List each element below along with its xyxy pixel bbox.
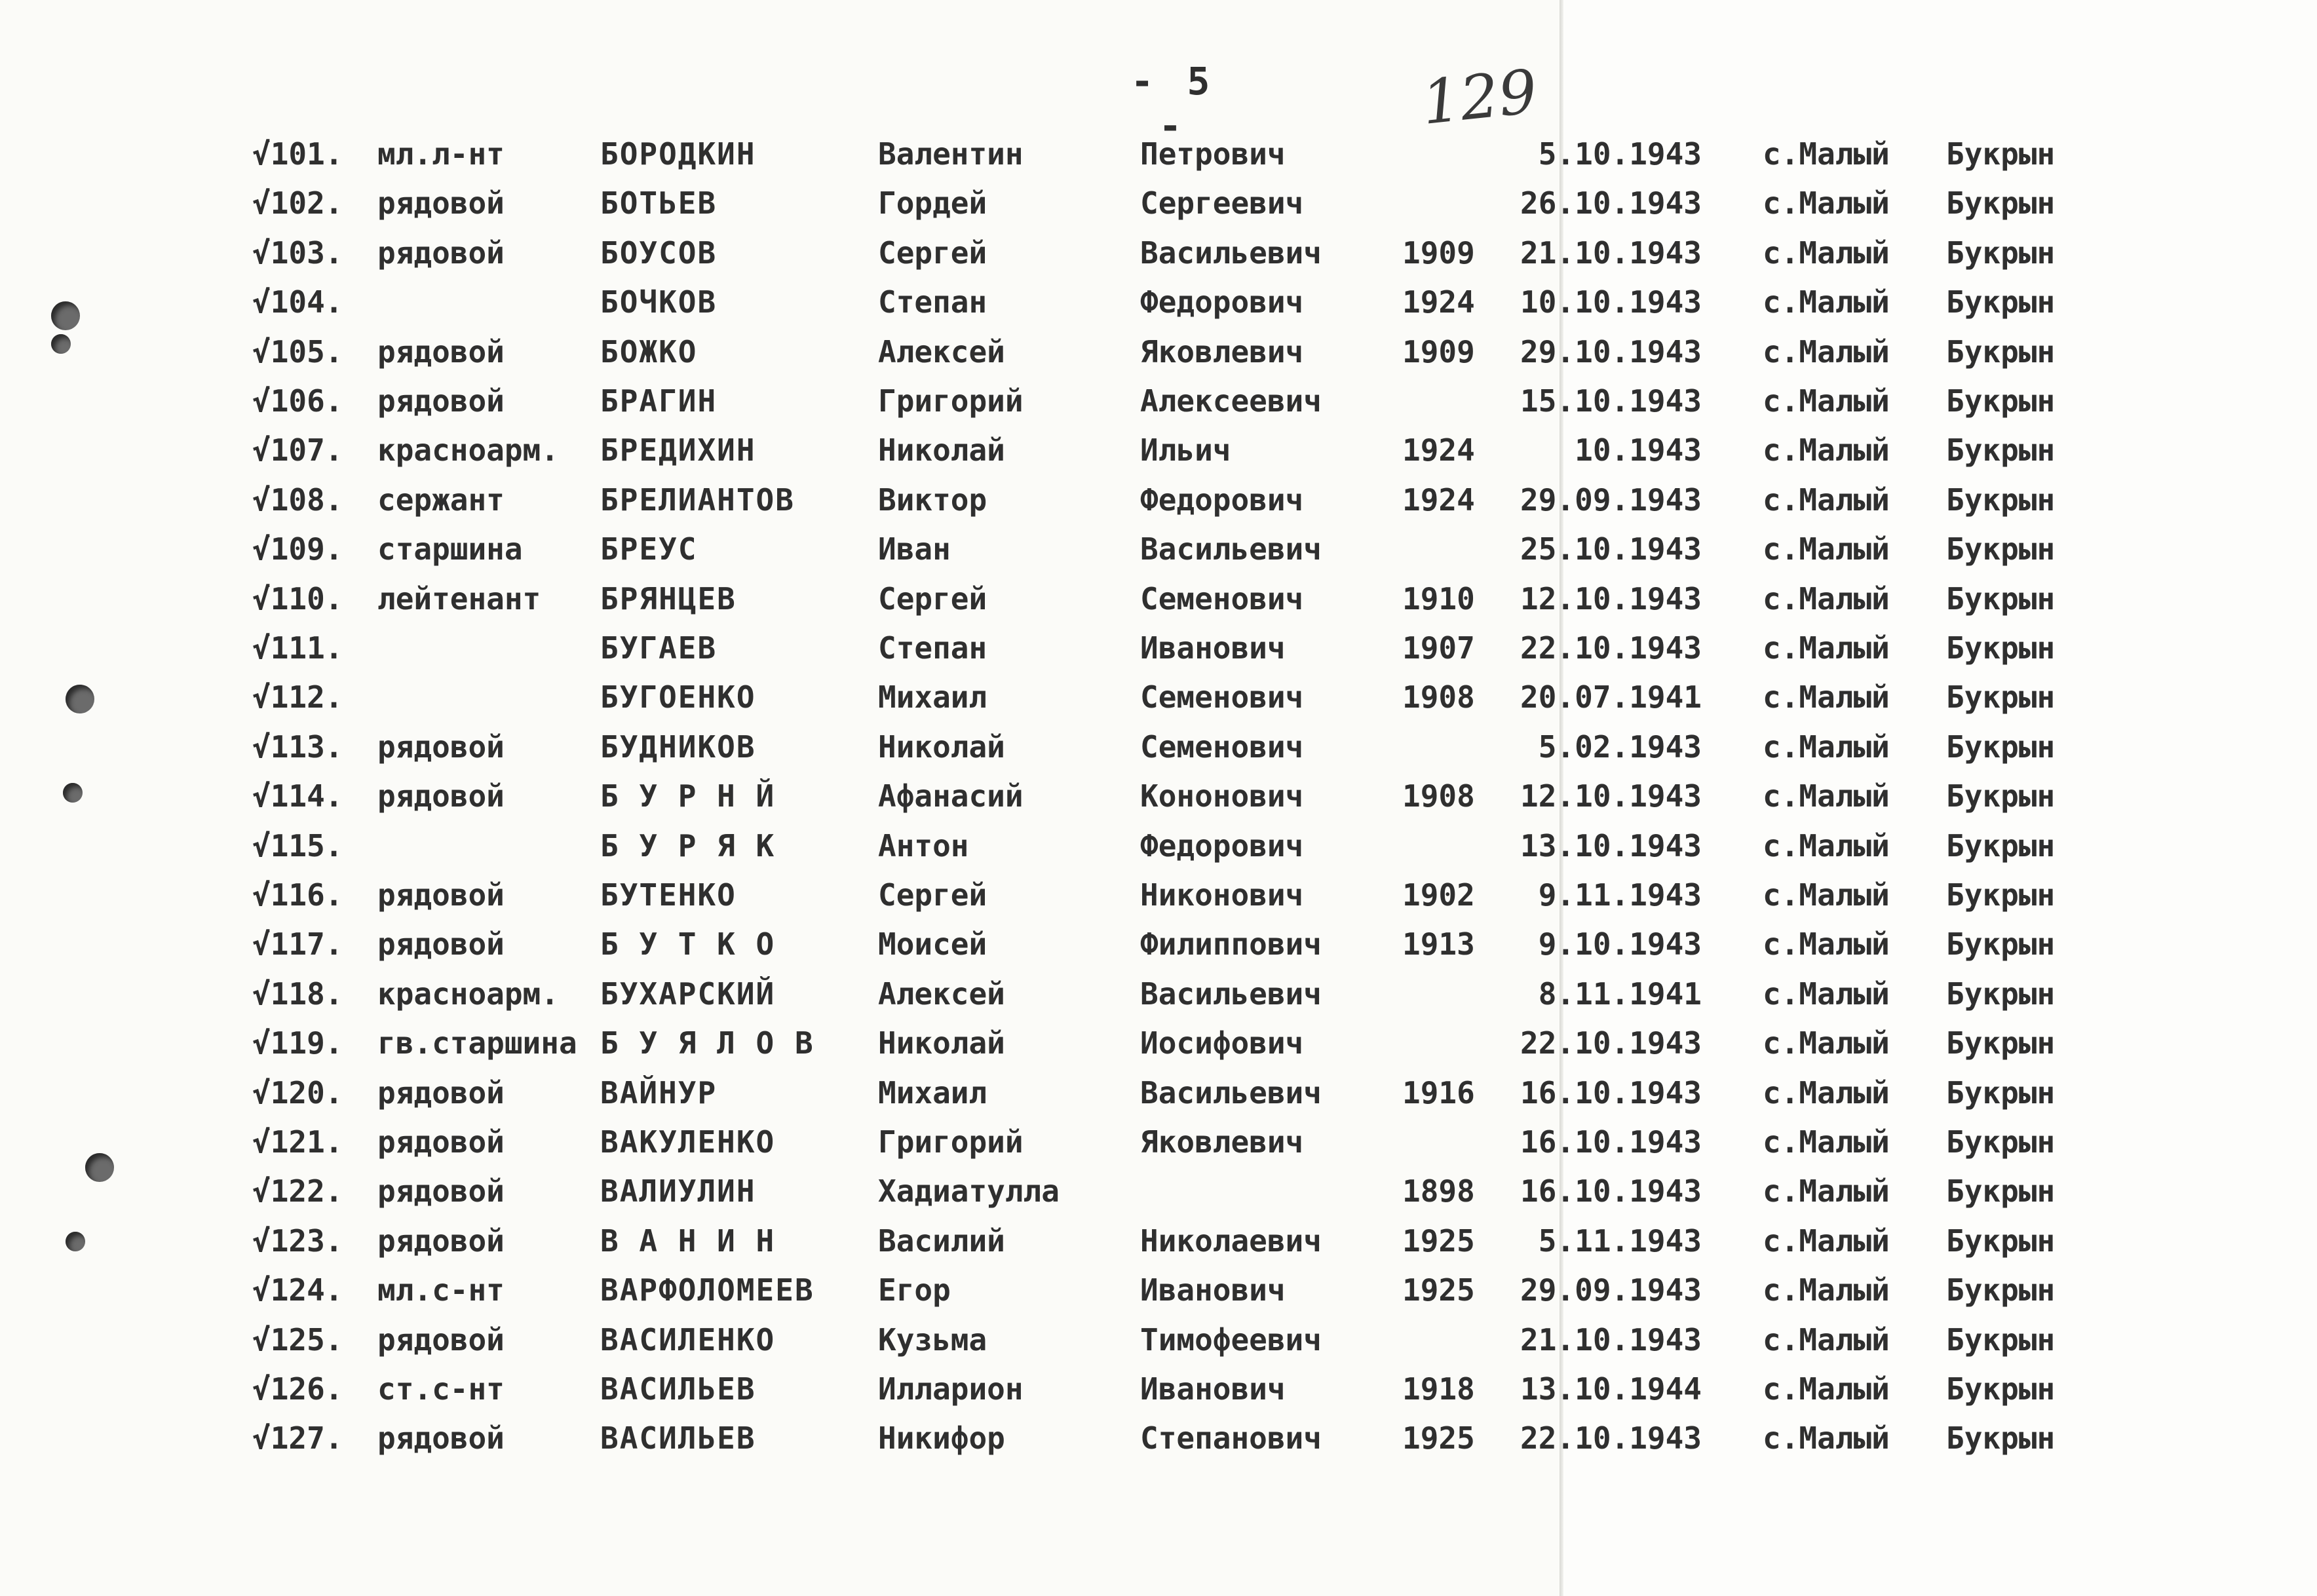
cell-date: 22.10.1943 (1520, 1025, 1702, 1061)
cell-last: БРЕЛИАНТОВ (600, 482, 795, 518)
cell-vil1: с.Малый (1763, 1272, 1890, 1308)
cell-first: Степан (878, 630, 987, 666)
cell-patr: Филиппович (1140, 926, 1322, 962)
list-row (0, 575, 2317, 623)
cell-rank: рядовой (377, 729, 505, 765)
list-row (0, 130, 2317, 178)
cell-patr: Николаевич (1140, 1223, 1322, 1259)
cell-vil1: с.Малый (1763, 1321, 1890, 1358)
cell-patr: Семенович (1140, 729, 1304, 765)
cell-num: √101. (252, 136, 343, 172)
cell-vil2: Букрын (1946, 531, 2056, 567)
cell-patr: Семенович (1140, 679, 1304, 715)
cell-rank: рядовой (377, 1223, 505, 1259)
cell-patr: Федорович (1140, 482, 1304, 518)
cell-year: 1913 (1402, 926, 1475, 962)
cell-patr: Сергеевич (1140, 185, 1304, 221)
cell-num: √114. (252, 778, 343, 814)
cell-num: √119. (252, 1025, 343, 1061)
cell-vil2: Букрын (1946, 1371, 2056, 1407)
cell-vil1: с.Малый (1763, 976, 1890, 1012)
cell-patr: Федорович (1140, 827, 1304, 864)
cell-rank: рядовой (377, 235, 505, 271)
cell-vil1: с.Малый (1763, 185, 1890, 221)
cell-last: ВАЙНУР (600, 1074, 718, 1111)
cell-num: √123. (252, 1223, 343, 1259)
cell-last: Б У Р Н Й (600, 778, 776, 814)
list-row (0, 278, 2317, 326)
cell-year: 1925 (1402, 1223, 1475, 1259)
cell-first: Валентин (878, 136, 1024, 172)
cell-patr: Федорович (1140, 284, 1304, 320)
cell-rank: ст.с-нт (377, 1371, 505, 1407)
cell-vil2: Букрын (1946, 136, 2056, 172)
cell-rank: рядовой (377, 1074, 505, 1111)
cell-last: БОЖКО (600, 333, 698, 370)
cell-num: √124. (252, 1272, 343, 1308)
cell-vil1: с.Малый (1763, 136, 1890, 172)
cell-last: ВАЛИУЛИН (600, 1173, 756, 1209)
cell-date: 8.11.1941 (1538, 976, 1702, 1012)
cell-first: Григорий (878, 383, 1024, 419)
cell-vil2: Букрын (1946, 482, 2056, 518)
list-row (0, 1414, 2317, 1462)
cell-date: 26.10.1943 (1520, 185, 1702, 221)
cell-rank: рядовой (377, 1124, 505, 1160)
cell-last: БРЕУС (600, 531, 698, 567)
cell-date: 5.11.1943 (1538, 1223, 1702, 1259)
cell-year: 1907 (1402, 630, 1475, 666)
cell-first: Степан (878, 284, 987, 320)
cell-year: 1925 (1402, 1272, 1475, 1308)
list-row (0, 525, 2317, 573)
cell-patr: Ильич (1140, 432, 1231, 468)
cell-last: БРЯНЦЕВ (600, 580, 737, 617)
list-row (0, 673, 2317, 721)
list-row (0, 1217, 2317, 1265)
cell-vil1: с.Малый (1763, 531, 1890, 567)
list-row (0, 1266, 2317, 1314)
cell-first: Сергей (878, 877, 987, 913)
cell-num: √118. (252, 976, 343, 1012)
cell-patr: Васильевич (1140, 531, 1322, 567)
list-row (0, 723, 2317, 771)
cell-num: √122. (252, 1173, 343, 1209)
list-row (0, 920, 2317, 968)
page-number: - 5 - (1130, 59, 1216, 148)
cell-date: 9.11.1943 (1538, 877, 1702, 913)
cell-first: Сергей (878, 580, 987, 617)
cell-patr: Иванович (1140, 1371, 1286, 1407)
cell-date: 9.10.1943 (1538, 926, 1702, 962)
cell-num: √120. (252, 1074, 343, 1111)
cell-patr: Васильевич (1140, 235, 1322, 271)
cell-first: Хадиатулла (878, 1173, 1060, 1209)
cell-last: Б У Я Л О В (600, 1025, 814, 1061)
cell-first: Афанасий (878, 778, 1024, 814)
list-row (0, 476, 2317, 524)
cell-num: √125. (252, 1321, 343, 1358)
cell-patr: Иванович (1140, 1272, 1286, 1308)
cell-patr: Васильевич (1140, 976, 1322, 1012)
cell-rank: гв.старшина (377, 1025, 577, 1061)
cell-first: Николай (878, 1025, 1005, 1061)
cell-vil1: с.Малый (1763, 1420, 1890, 1456)
cell-first: Алексей (878, 333, 1005, 370)
folio-number: 129 (1418, 56, 1541, 138)
cell-first: Алексей (878, 976, 1005, 1012)
cell-date: 25.10.1943 (1520, 531, 1702, 567)
cell-rank: рядовой (377, 185, 505, 221)
list-row (0, 1316, 2317, 1364)
cell-date: 5.02.1943 (1538, 729, 1702, 765)
cell-vil2: Букрын (1946, 679, 2056, 715)
cell-vil2: Букрын (1946, 926, 2056, 962)
cell-vil1: с.Малый (1763, 235, 1890, 271)
cell-date: 29.09.1943 (1520, 1272, 1702, 1308)
cell-patr: Семенович (1140, 580, 1304, 617)
cell-first: Николай (878, 432, 1005, 468)
cell-year: 1916 (1402, 1074, 1475, 1111)
list-row (0, 179, 2317, 227)
cell-rank: красноарм. (377, 432, 559, 468)
cell-date: 10.1943 (1575, 432, 1702, 468)
cell-patr: Кононович (1140, 778, 1304, 814)
list-row (0, 822, 2317, 870)
cell-date: 16.10.1943 (1520, 1124, 1702, 1160)
cell-rank: красноарм. (377, 976, 559, 1012)
cell-num: √111. (252, 630, 343, 666)
cell-last: ВАСИЛЕНКО (600, 1321, 776, 1358)
cell-vil2: Букрын (1946, 1321, 2056, 1358)
list-row (0, 1019, 2317, 1067)
cell-num: √126. (252, 1371, 343, 1407)
cell-patr: Иванович (1140, 630, 1286, 666)
cell-vil1: с.Малый (1763, 1124, 1890, 1160)
list-row (0, 624, 2317, 672)
cell-date: 5.10.1943 (1538, 136, 1702, 172)
cell-vil2: Букрын (1946, 1124, 2056, 1160)
cell-date: 16.10.1943 (1520, 1074, 1702, 1111)
cell-date: 20.07.1941 (1520, 679, 1702, 715)
cell-vil2: Букрын (1946, 1173, 2056, 1209)
cell-first: Кузьма (878, 1321, 987, 1358)
cell-date: 12.10.1943 (1520, 778, 1702, 814)
cell-year: 1908 (1402, 679, 1475, 715)
list-row (0, 1365, 2317, 1413)
cell-vil1: с.Малый (1763, 827, 1890, 864)
cell-first: Никифор (878, 1420, 1005, 1456)
cell-num: √115. (252, 827, 343, 864)
cell-last: ВАРФОЛОМЕЕВ (600, 1272, 814, 1308)
cell-year: 1918 (1402, 1371, 1475, 1407)
cell-rank: рядовой (377, 926, 505, 962)
cell-num: √112. (252, 679, 343, 715)
cell-num: √108. (252, 482, 343, 518)
cell-vil1: с.Малый (1763, 333, 1890, 370)
cell-date: 10.10.1943 (1520, 284, 1702, 320)
cell-rank: лейтенант (377, 580, 541, 617)
cell-year: 1909 (1402, 333, 1475, 370)
cell-year: 1910 (1402, 580, 1475, 617)
cell-last: ВАКУЛЕНКО (600, 1124, 776, 1160)
cell-first: Василий (878, 1223, 1005, 1259)
list-row (0, 871, 2317, 919)
cell-last: БРАГИН (600, 383, 718, 419)
cell-rank: рядовой (377, 1173, 505, 1209)
cell-rank: сержант (377, 482, 505, 518)
cell-date: 16.10.1943 (1520, 1173, 1702, 1209)
list-row (0, 328, 2317, 376)
cell-vil1: с.Малый (1763, 729, 1890, 765)
cell-vil1: с.Малый (1763, 482, 1890, 518)
cell-first: Михаил (878, 1074, 987, 1111)
cell-vil2: Букрын (1946, 1025, 2056, 1061)
cell-vil2: Букрын (1946, 630, 2056, 666)
cell-first: Сергей (878, 235, 987, 271)
cell-patr: Алексеевич (1140, 383, 1322, 419)
cell-vil2: Букрын (1946, 185, 2056, 221)
cell-vil1: с.Малый (1763, 1074, 1890, 1111)
cell-last: БОРОДКИН (600, 136, 756, 172)
cell-vil1: с.Малый (1763, 580, 1890, 617)
cell-date: 22.10.1943 (1520, 630, 1702, 666)
cell-vil2: Букрын (1946, 877, 2056, 913)
cell-date: 12.10.1943 (1520, 580, 1702, 617)
cell-last: ВАСИЛЬЕВ (600, 1420, 756, 1456)
cell-vil1: с.Малый (1763, 926, 1890, 962)
cell-patr: Петрович (1140, 136, 1286, 172)
cell-vil2: Букрын (1946, 284, 2056, 320)
cell-first: Николай (878, 729, 1005, 765)
list-row (0, 1167, 2317, 1215)
list-row (0, 229, 2317, 277)
cell-last: ВАСИЛЬЕВ (600, 1371, 756, 1407)
list-row (0, 1118, 2317, 1166)
cell-vil1: с.Малый (1763, 284, 1890, 320)
cell-vil1: с.Малый (1763, 383, 1890, 419)
cell-last: БОТЬЕВ (600, 185, 718, 221)
cell-vil2: Букрын (1946, 976, 2056, 1012)
cell-num: √117. (252, 926, 343, 962)
cell-year: 1908 (1402, 778, 1475, 814)
cell-year: 1902 (1402, 877, 1475, 913)
cell-last: БОЧКОВ (600, 284, 718, 320)
cell-rank: мл.л-нт (377, 136, 505, 172)
cell-rank: старшина (377, 531, 523, 567)
cell-first: Моисей (878, 926, 987, 962)
cell-first: Илларион (878, 1371, 1024, 1407)
cell-vil2: Букрын (1946, 1272, 2056, 1308)
cell-vil2: Букрын (1946, 729, 2056, 765)
cell-vil2: Букрын (1946, 383, 2056, 419)
cell-rank: рядовой (377, 333, 505, 370)
cell-patr: Яковлевич (1140, 333, 1304, 370)
list-row (0, 377, 2317, 425)
cell-num: √121. (252, 1124, 343, 1160)
cell-num: √106. (252, 383, 343, 419)
cell-num: √109. (252, 531, 343, 567)
cell-vil2: Букрын (1946, 333, 2056, 370)
cell-last: БОУСОВ (600, 235, 718, 271)
cell-first: Виктор (878, 482, 987, 518)
cell-vil2: Букрын (1946, 1223, 2056, 1259)
cell-last: В А Н И Н (600, 1223, 776, 1259)
cell-year: 1925 (1402, 1420, 1475, 1456)
cell-last: БУДНИКОВ (600, 729, 756, 765)
cell-year: 1924 (1402, 284, 1475, 320)
cell-year: 1924 (1402, 482, 1475, 518)
cell-last: БУГАЕВ (600, 630, 718, 666)
cell-vil2: Букрын (1946, 1074, 2056, 1111)
cell-rank: рядовой (377, 1321, 505, 1358)
cell-vil1: с.Малый (1763, 432, 1890, 468)
cell-patr: Степанович (1140, 1420, 1322, 1456)
cell-date: 29.09.1943 (1520, 482, 1702, 518)
cell-last: БУХАРСКИЙ (600, 976, 776, 1012)
cell-vil1: с.Малый (1763, 679, 1890, 715)
cell-first: Егор (878, 1272, 951, 1308)
cell-last: Б У Т К О (600, 926, 776, 962)
cell-vil2: Букрын (1946, 827, 2056, 864)
cell-last: БРЕДИХИН (600, 432, 756, 468)
cell-vil1: с.Малый (1763, 1371, 1890, 1407)
cell-first: Григорий (878, 1124, 1024, 1160)
cell-date: 22.10.1943 (1520, 1420, 1702, 1456)
cell-rank: рядовой (377, 1420, 505, 1456)
cell-patr: Васильевич (1140, 1074, 1322, 1111)
cell-vil2: Букрын (1946, 580, 2056, 617)
cell-vil1: с.Малый (1763, 778, 1890, 814)
cell-vil1: с.Малый (1763, 877, 1890, 913)
cell-num: √103. (252, 235, 343, 271)
cell-first: Михаил (878, 679, 987, 715)
cell-patr: Иосифович (1140, 1025, 1304, 1061)
cell-year: 1909 (1402, 235, 1475, 271)
cell-num: √105. (252, 333, 343, 370)
cell-vil2: Букрын (1946, 1420, 2056, 1456)
list-row (0, 970, 2317, 1018)
cell-first: Гордей (878, 185, 987, 221)
cell-vil2: Букрын (1946, 235, 2056, 271)
cell-last: Б У Р Я К (600, 827, 776, 864)
cell-num: √113. (252, 729, 343, 765)
cell-date: 13.10.1943 (1520, 827, 1702, 864)
cell-rank: рядовой (377, 877, 505, 913)
cell-date: 21.10.1943 (1520, 1321, 1702, 1358)
cell-vil1: с.Малый (1763, 1173, 1890, 1209)
cell-vil1: с.Малый (1763, 630, 1890, 666)
cell-vil1: с.Малый (1763, 1223, 1890, 1259)
cell-vil1: с.Малый (1763, 1025, 1890, 1061)
cell-patr: Тимофеевич (1140, 1321, 1322, 1358)
cell-date: 21.10.1943 (1520, 235, 1702, 271)
cell-num: √104. (252, 284, 343, 320)
cell-rank: рядовой (377, 383, 505, 419)
cell-year: 1924 (1402, 432, 1475, 468)
cell-vil2: Букрын (1946, 432, 2056, 468)
cell-patr: Яковлевич (1140, 1124, 1304, 1160)
cell-num: √107. (252, 432, 343, 468)
cell-date: 13.10.1944 (1520, 1371, 1702, 1407)
cell-num: √110. (252, 580, 343, 617)
cell-date: 29.10.1943 (1520, 333, 1702, 370)
cell-patr: Никонович (1140, 877, 1304, 913)
cell-rank: мл.с-нт (377, 1272, 505, 1308)
cell-num: √116. (252, 877, 343, 913)
list-row (0, 772, 2317, 820)
cell-first: Иван (878, 531, 951, 567)
cell-year: 1898 (1402, 1173, 1475, 1209)
list-row (0, 1069, 2317, 1117)
list-row (0, 426, 2317, 474)
cell-num: √102. (252, 185, 343, 221)
cell-last: БУТЕНКО (600, 877, 737, 913)
cell-date: 15.10.1943 (1520, 383, 1702, 419)
cell-first: Антон (878, 827, 969, 864)
cell-rank: рядовой (377, 778, 505, 814)
cell-num: √127. (252, 1420, 343, 1456)
cell-last: БУГОЕНКО (600, 679, 756, 715)
cell-vil2: Букрын (1946, 778, 2056, 814)
